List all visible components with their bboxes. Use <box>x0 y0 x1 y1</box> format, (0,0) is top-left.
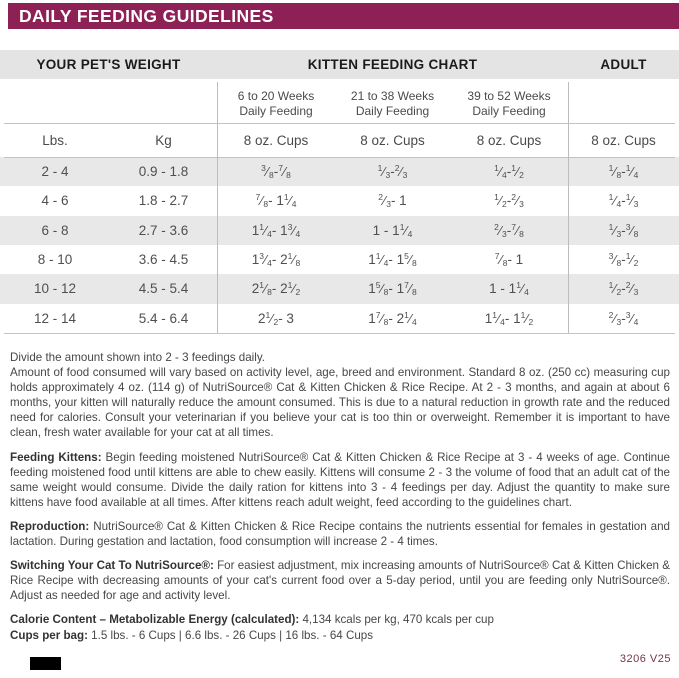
section-header-band <box>0 50 679 79</box>
section-label-kitten-chart: KITTEN FEEDING CHART <box>307 57 478 72</box>
cell-21-38-weeks: 1 - 1 $^1⁄_4$ <box>372 221 413 239</box>
paragraph: Feeding Kittens: Begin feeding moistened NutriSource® Cat & Kitten Chicken & Rice Recipe at 3 - 4 weeks of age. Continue feeding moistened food until kittens are able to chew easily. Kittens will consume 2 - 3 the volume of food that an adult cat of the same weight would consume. Divide the daily ration for kittens into 3 - 4 feedings per day. Adjust the quantity to make sure kittens have food available at all times. After kittens reach adult weight, feed according to the guidelines chart. <box>10 450 671 509</box>
week-header: 39 to 52 Weeks Daily Feeding <box>467 89 551 118</box>
cell-39-52-weeks: $^1⁄_4$ - $^1⁄_2$ <box>494 163 524 181</box>
cell-39-52-weeks: 1 - 1 $^1⁄_4$ <box>489 280 529 298</box>
col-header-cups-adult: 8 oz. Cups <box>591 132 656 148</box>
cell-adult: $^1⁄_3$ - $^3⁄_8$ <box>608 221 639 239</box>
cell-kg: 2.7 - 3.6 <box>138 222 189 238</box>
divider-weight-kitten <box>217 82 218 333</box>
text-block <box>10 612 670 642</box>
cell-6-20-weeks: 1 $^3⁄_4$ - 2 $^1⁄_8$ <box>251 251 301 269</box>
week-header: 21 to 38 Weeks Daily Feeding <box>350 89 435 118</box>
cell-21-38-weeks: 1 $^1⁄_4$ - 1 $^5⁄_8$ <box>368 251 417 269</box>
paragraph-lead: Reproduction: <box>10 519 94 533</box>
cell-lbs: 12 - 14 <box>33 310 77 326</box>
paragraph: Divide the amount shown into 2 - 3 feedings daily. <box>10 351 265 364</box>
col-header-cups-1: 8 oz. Cups <box>243 132 309 148</box>
cell-kg: 3.6 - 4.5 <box>138 252 189 268</box>
col-header-kg: Kg <box>155 132 172 148</box>
feeding-row <box>0 216 679 245</box>
cell-lbs: 6 - 8 <box>41 222 69 238</box>
text-block <box>10 519 670 549</box>
cell-39-52-weeks: $^2⁄_3$ - $^7⁄_8$ <box>494 221 524 239</box>
cell-kg: 4.5 - 5.4 <box>138 281 189 297</box>
text-block <box>10 450 670 510</box>
paragraph: Calorie Content – Metabolizable Energy (calculated): 4,134 kcals per kg, 470 kcals per cup <box>10 613 494 627</box>
col-header-cups-2: 8 oz. Cups <box>360 132 425 148</box>
feeding-rows <box>0 157 679 333</box>
feeding-row <box>0 245 679 274</box>
cell-kg: 0.9 - 1.8 <box>138 164 189 180</box>
cell-39-52-weeks: 1 $^1⁄_4$ - 1 $^1⁄_2$ <box>484 309 534 327</box>
feeding-row <box>0 304 679 333</box>
divider-under-week-headers <box>4 123 675 124</box>
unit-header-row <box>0 123 679 157</box>
divider-table-bottom <box>4 333 675 334</box>
cell-adult: $^3⁄_8$ - $^1⁄_2$ <box>608 251 639 269</box>
page-title: DAILY FEEDING GUIDELINES <box>19 5 274 26</box>
title-bar <box>8 3 679 29</box>
section-label-pet-weight: YOUR PET'S WEIGHT <box>36 57 181 72</box>
cell-6-20-weeks: $^7⁄_8$ - 1 $^1⁄_4$ <box>255 192 297 210</box>
feeding-row <box>0 274 679 303</box>
cell-21-38-weeks: $^2⁄_3$ - 1 <box>378 192 407 210</box>
cell-6-20-weeks: 2 $^1⁄_2$ - 3 <box>258 309 294 327</box>
paragraph-lead: Calorie Content – Metabolizable Energy (calculated): <box>10 613 303 627</box>
cell-lbs: 4 - 6 <box>41 193 69 209</box>
text-block <box>10 350 670 441</box>
paragraph: Amount of food consumed will vary based on activity level, age, breed and environment. Standard 8 oz. (250 cc) measuring cup holds approximately 4 oz. (114 g) of NutriSource® Cat & Kitten Chicken & Rice Recipe. At 2 - 3 months, and again at about 6 months, your kitten will naturally reduce the amount consumed. This is due to a natural reduction in growth rate and the reduced need for calories. Consult your veterinarian if you believe your cat is too thin or overweight. Remember it is important to have clean, fresh water available for your cat at all times. <box>10 366 670 440</box>
feeding-row <box>0 186 679 215</box>
cell-lbs: 10 - 12 <box>33 281 77 297</box>
text-block <box>10 558 670 603</box>
cell-21-38-weeks: 1 $^5⁄_8$ - 1 $^7⁄_8$ <box>368 280 417 298</box>
version-code: 3206 V25 <box>619 653 671 665</box>
cell-lbs: 8 - 10 <box>37 252 73 268</box>
cell-kg: 1.8 - 2.7 <box>138 193 189 209</box>
feeding-table <box>0 84 679 333</box>
paragraph: Switching Your Cat To NutriSource®: For easiest adjustment, mix increasing amounts of NutriSource® Cat & Kitten Chicken & Rice Recipe with decreasing amounts of your cat's current food over a 5-day period, until you are feeding only NutriSource®. Adjust as needed for age and activity level. <box>10 559 670 603</box>
col-header-cups-3: 8 oz. Cups <box>476 132 542 148</box>
cell-adult: $^2⁄_3$ - $^3⁄_4$ <box>608 309 639 327</box>
paragraph: Cups per bag: 1.5 lbs. - 6 Cups | 6.6 lbs. - 26 Cups | 16 lbs. - 64 Cups <box>10 628 374 642</box>
print-mark-icon <box>30 657 61 670</box>
week-header-row <box>0 84 679 123</box>
cell-adult: $^1⁄_4$ - $^1⁄_3$ <box>608 192 639 210</box>
paragraph: Reproduction: NutriSource® Cat & Kitten Chicken & Rice Recipe contains the nutrients essential for females in gestation and lactation. During gestation and lactation, food consumption will increase 2 - 4 times. <box>10 519 671 549</box>
cell-adult: $^1⁄_2$ - $^2⁄_3$ <box>608 280 639 298</box>
section-label-adult: ADULT <box>600 57 647 72</box>
cell-39-52-weeks: $^7⁄_8$ - 1 <box>494 251 524 269</box>
cell-adult: $^1⁄_8$ - $^1⁄_4$ <box>608 163 639 181</box>
divider-kitten-adult <box>568 82 569 333</box>
paragraph-lead: Switching Your Cat To NutriSource®: <box>10 559 218 573</box>
week-header: 6 to 20 Weeks Daily Feeding <box>237 89 315 118</box>
cell-21-38-weeks: $^1⁄_3$ - $^2⁄_3$ <box>377 163 408 181</box>
divider-under-unit-row <box>4 157 675 158</box>
feeding-row <box>0 157 679 186</box>
cell-6-20-weeks: 2 $^1⁄_8$ - 2 $^1⁄_2$ <box>251 280 301 298</box>
cell-39-52-weeks: $^1⁄_2$ - $^2⁄_3$ <box>494 192 524 210</box>
col-header-lbs: Lbs. <box>42 132 68 148</box>
paragraph-lead: Feeding Kittens: <box>10 450 106 464</box>
cell-6-20-weeks: $^3⁄_8$ - $^7⁄_8$ <box>261 163 291 181</box>
paragraph-lead: Cups per bag: <box>10 628 92 642</box>
cell-kg: 5.4 - 6.4 <box>138 310 189 326</box>
cell-21-38-weeks: 1 $^7⁄_8$ - 2 $^1⁄_4$ <box>368 309 417 327</box>
cell-lbs: 2 - 4 <box>41 164 69 180</box>
cell-6-20-weeks: 1 $^1⁄_4$ - 1 $^3⁄_4$ <box>251 221 301 239</box>
instructions-text <box>10 350 670 652</box>
